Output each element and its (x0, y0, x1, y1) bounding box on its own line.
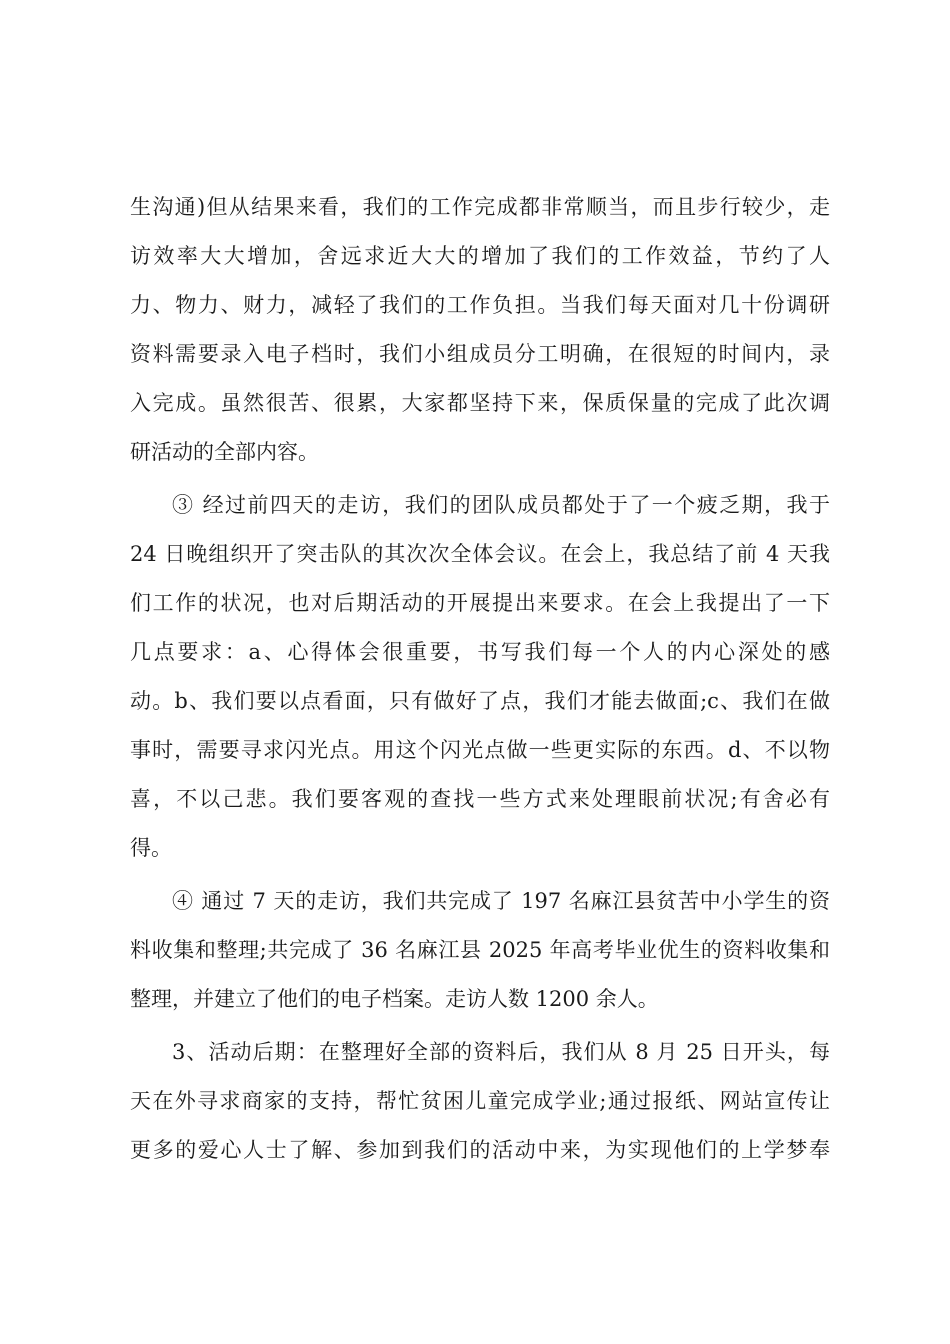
text-line: 力、物力、财力，减轻了我们的工作负担。当我们每天面对几十份调研 (130, 293, 830, 317)
paragraph-first-line: 3、活动后期：在整理好全部的资料后，我们从 8 月 25 日开头，每 (172, 1040, 830, 1064)
text-line: 研活动的全部内容。 (130, 440, 319, 464)
text-line: 更多的爱心人士了解、参加到我们的活动中来，为实现他们的上学梦奉 (130, 1138, 830, 1162)
text-line: 们工作的状况，也对后期活动的开展提出来要求。在会上我提出了一下 (130, 591, 830, 615)
text-line: 整理，并建立了他们的电子档案。走访人数 1200 余人。 (130, 987, 659, 1011)
text-line: 资料需要录入电子档时，我们小组成员分工明确，在很短的时间内，录 (130, 342, 830, 366)
text-line: 事时，需要寻求闪光点。用这个闪光点做一些更实际的东西。d、不以物 (130, 738, 830, 762)
text-line: 几点要求：a、心得体会很重要，书写我们每一个人的内心深处的感 (130, 640, 830, 664)
text-line: 天在外寻求商家的支持，帮忙贫困儿童完成学业;通过报纸、网站宣传让 (130, 1089, 830, 1113)
text-line: 访效率大大增加，舍远求近大大的增加了我们的工作效益，节约了人 (130, 244, 830, 268)
text-line: 24 日晚组织开了突击队的其次次全体会议。在会上，我总结了前 4 天我 (130, 542, 830, 566)
text-line: 动。b、我们要以点看面，只有做好了点，我们才能去做面;c、我们在做 (130, 689, 830, 713)
text-line: 得。 (130, 836, 172, 860)
paragraph-first-line: ④ 通过 7 天的走访，我们共完成了 197 名麻江县贫苦中小学生的资 (172, 889, 830, 913)
text-line: 生沟通)但从结果来看，我们的工作完成都非常顺当，而且步行较少，走 (130, 195, 830, 219)
text-line: 料收集和整理;共完成了 36 名麻江县 2025 年高考毕业优生的资料收集和 (130, 938, 830, 962)
text-line: 喜，不以己悲。我们要客观的查找一些方式来处理眼前状况;有舍必有 (130, 787, 830, 811)
text-line: 入完成。虽然很苦、很累，大家都坚持下来，保质保量的完成了此次调 (130, 391, 830, 415)
paragraph-first-line: ③ 经过前四天的走访，我们的团队成员都处于了一个疲乏期，我于 (172, 493, 830, 517)
